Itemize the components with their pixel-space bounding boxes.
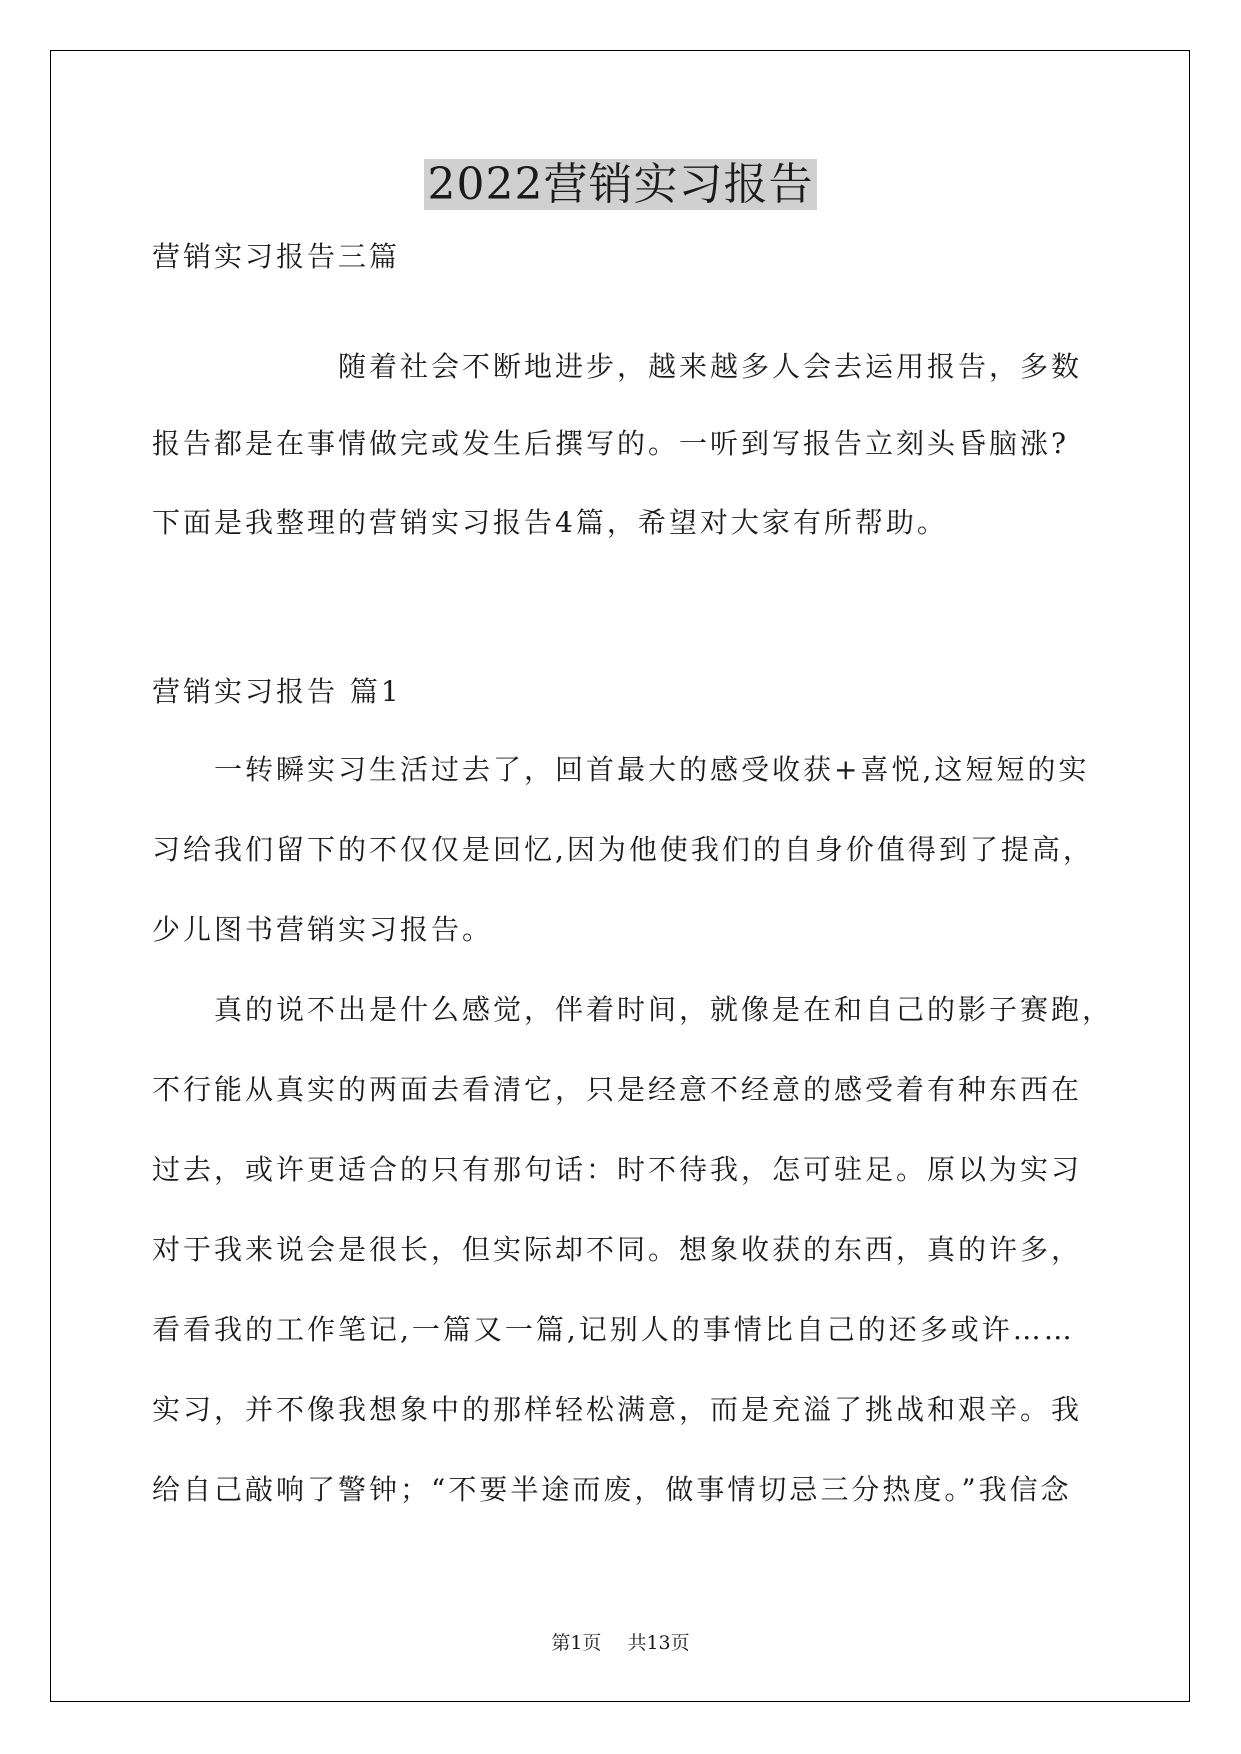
page-total: 共13页 <box>627 1632 690 1654</box>
body-line-6: 过去，或许更适合的只有那句话：时不待我，怎可驻足。原以为实习 <box>152 1153 1083 1186</box>
intro-line-1: 随着社会不断地进步，越来越多人会去运用报告，多数 <box>338 350 1083 383</box>
body-line-5: 不行能从真实的两面去看清它，只是经意不经意的感受着有种东西在 <box>152 1073 1083 1106</box>
body-line-9: 实习，并不像我想象中的那样轻松满意，而是充溢了挑战和艰辛。我 <box>152 1393 1083 1426</box>
body-line-2: 习给我们留下的不仅仅是回忆,因为他使我们的自身价值得到了提高， <box>152 833 1094 866</box>
body-line-3: 少儿图书营销实习报告。 <box>152 913 494 946</box>
body-line-4: 真的说不出是什么感觉，伴着时间，就像是在和自己的影子赛跑， <box>214 993 1114 1026</box>
document-title: 2022营销实习报告 <box>0 158 1241 212</box>
body-line-8: 看看我的工作笔记,一篇又一篇,记别人的事情比自己的还多或许…… <box>152 1313 1075 1346</box>
body-line-1: 一转瞬实习生活过去了，回首最大的感受收获+喜悦,这短短的实 <box>214 753 1090 786</box>
section-heading: 营销实习报告 篇1 <box>152 675 402 708</box>
body-line-7: 对于我来说会是很长，但实际却不同。想象收获的东西，真的许多， <box>152 1233 1083 1266</box>
document-subtitle: 营销实习报告三篇 <box>152 240 401 273</box>
page-number: 第1页 <box>551 1632 602 1654</box>
page-border <box>50 50 1190 1702</box>
body-line-10: 给自己敲响了警钟；“不要半途而废，做事情切忌三分热度。”我信念 <box>152 1473 1072 1506</box>
intro-line-2: 报告都是在事情做完或发生后撰写的。一听到写报告立刻头昏脑涨? <box>152 427 1070 460</box>
intro-line-3: 下面是我整理的营销实习报告4篇，希望对大家有所帮助。 <box>152 506 948 539</box>
page-footer <box>0 1630 1241 1656</box>
